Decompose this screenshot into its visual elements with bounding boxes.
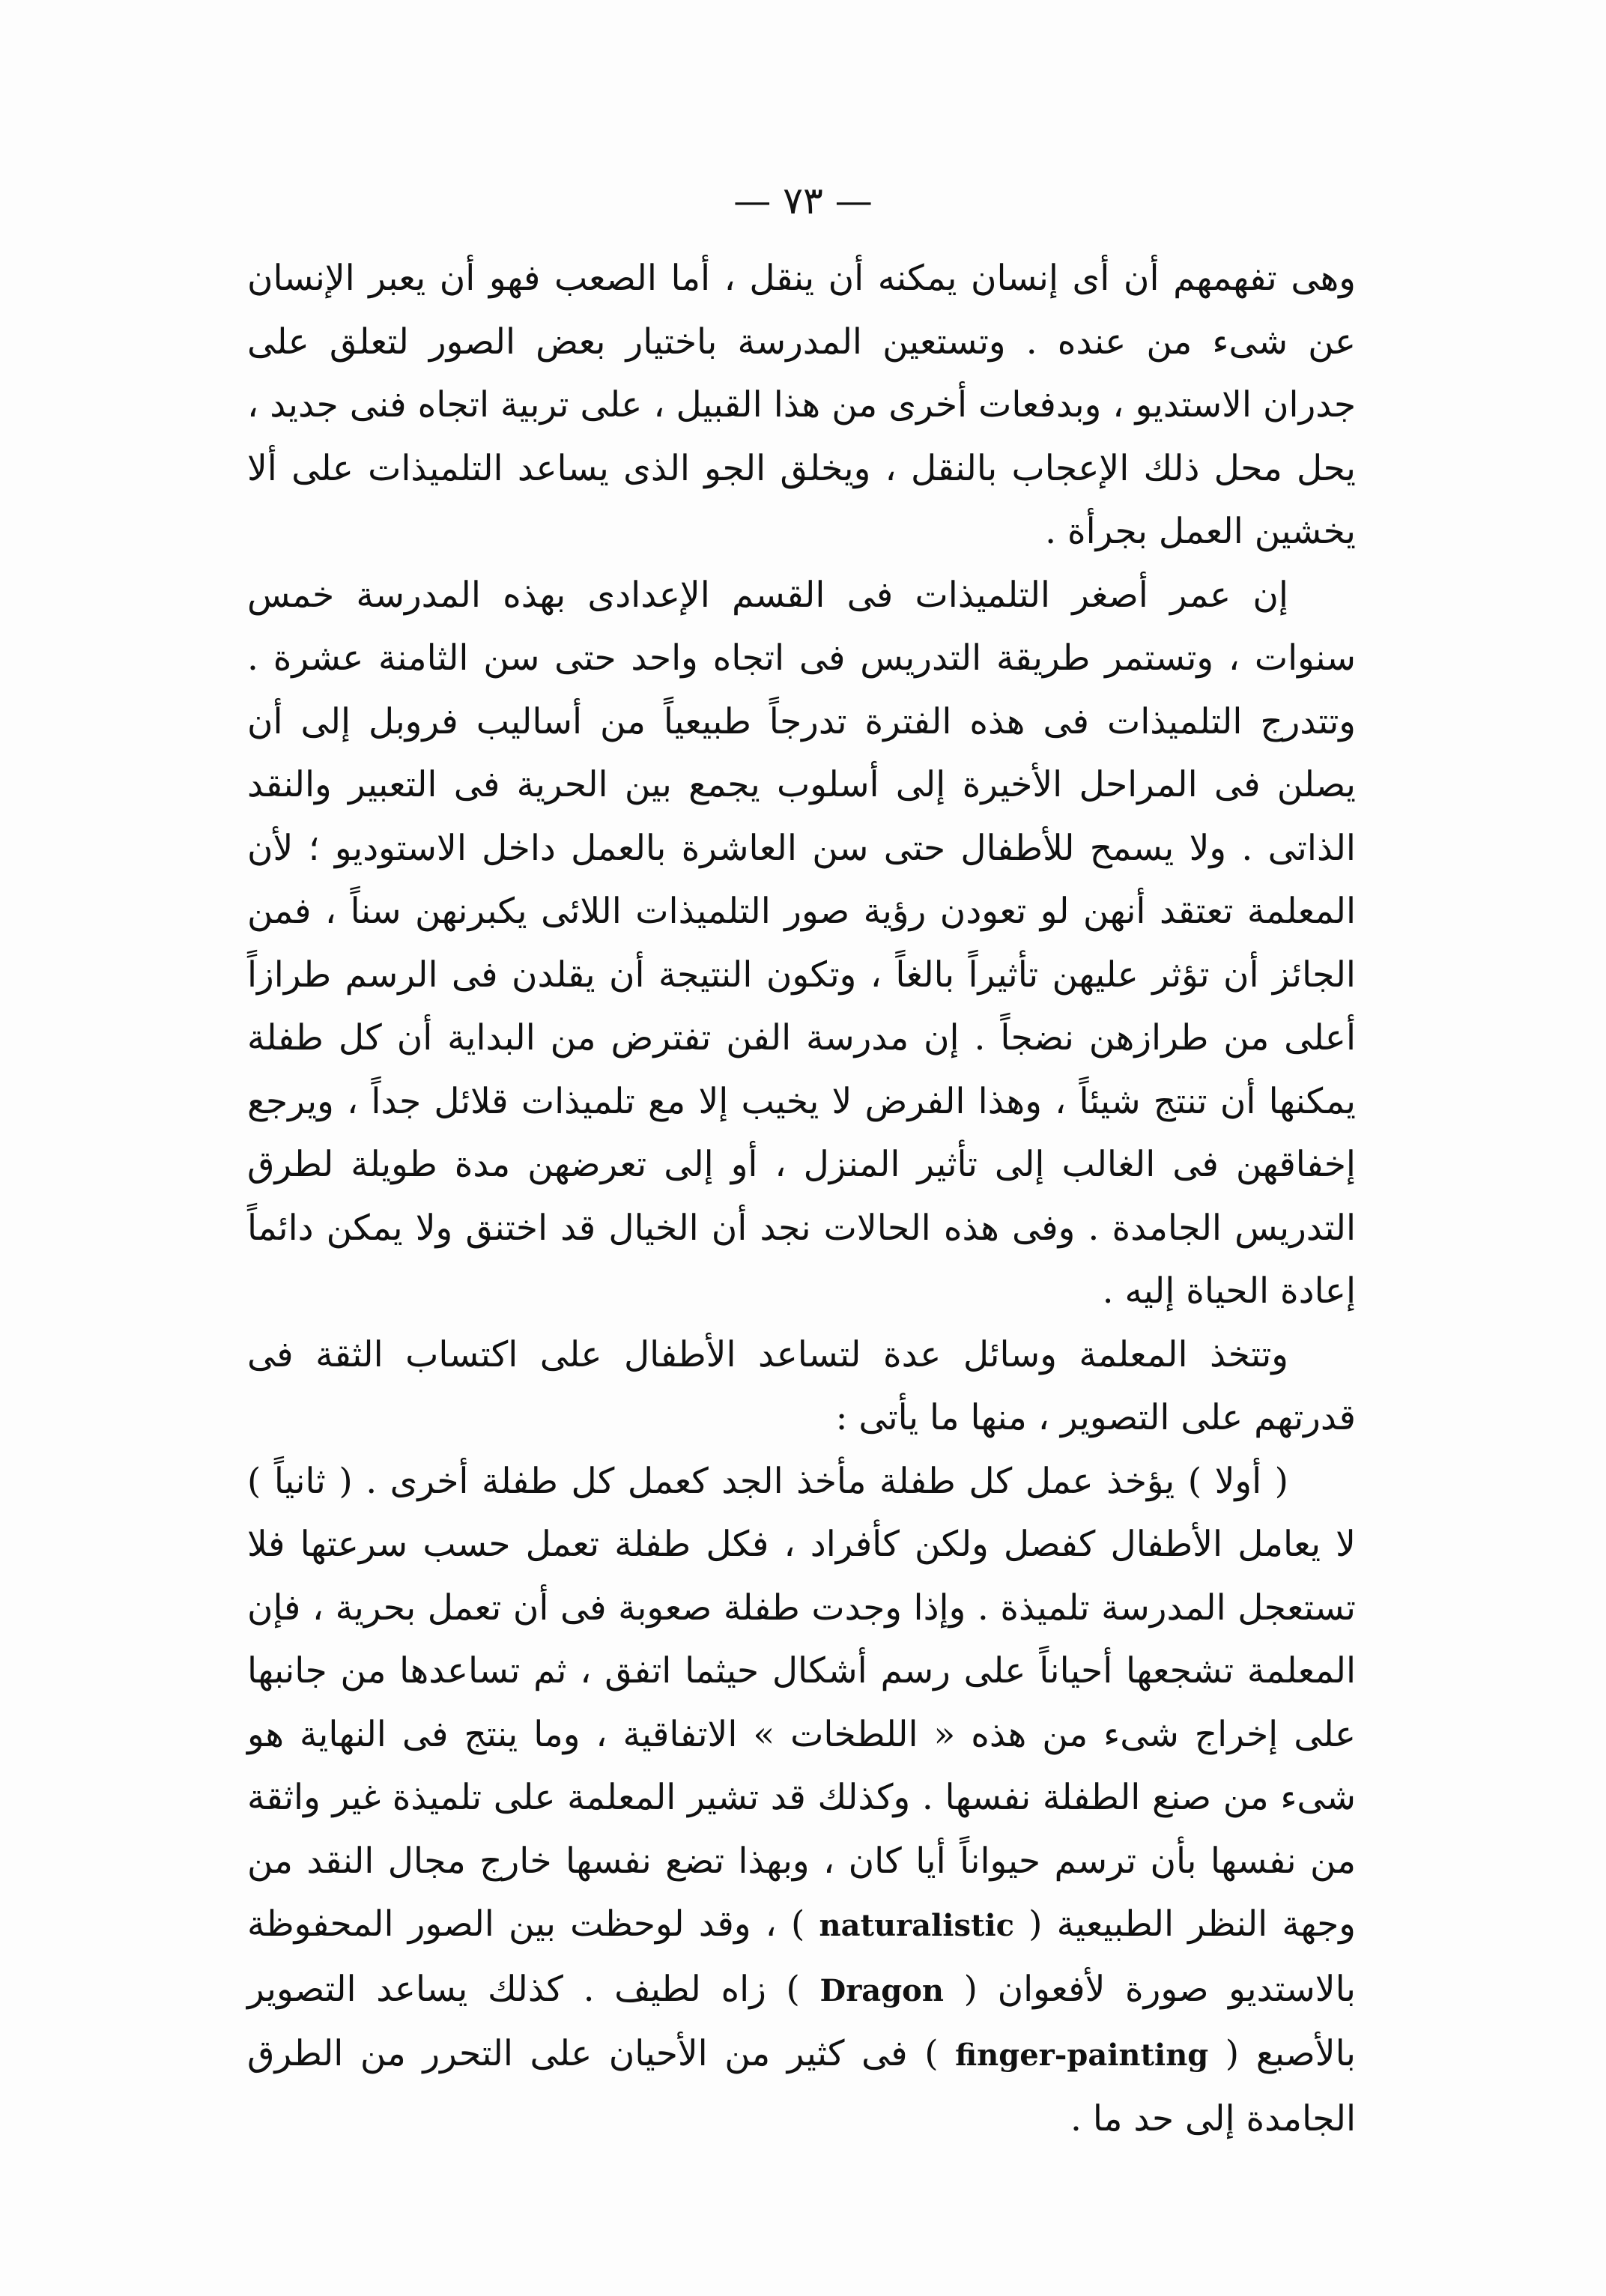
latin-term: finger-painting bbox=[955, 2038, 1209, 2073]
paragraph-text: ( أولا ) يؤخذ عمل كل طفلة مأخذ الجد كعمل كل طفلة أخرى . ( ثانياً ) لا يعامل الأطفال كفصل ولكن كأفراد ، فكل طفلة تعمل حسب سرعتها فلا تستعجل المدرسة تلميذة . وإذا وجدت طفلة صعوبة فى أن تعمل بحرية ، فإن المعلمة تشجعها أحياناً على رسم أشكال حيثما اتفق ، ثم تساعدها من جانبها على إخراج شىء من هذه « اللطخات » الاتفاقية ، وما ينتج فى النهاية هو شىء من صنع الطفلة نفسها . وكذلك قد تشير المعلمة على تلميذة غير واثقة من نفسها بأن ترسم حيواناً أيا كان ، وبهذا تضع نفسها خارج مجال النقد من وجهة النظر الطبيعية ( bbox=[247, 1460, 1356, 1945]
paragraph-text: ) فى كثير من الأحيان على التحرر من الطرق الجامدة إلى حد ما . bbox=[247, 2033, 1356, 2139]
paragraph bbox=[247, 1450, 1356, 2151]
body-text bbox=[247, 247, 1356, 2151]
latin-term: Dragon bbox=[819, 1972, 944, 2008]
paragraph-text: إن عمر أصغر التلميذات فى القسم الإعدادى بهذه المدرسة خمس سنوات ، وتستمر طريقة التدريس فى اتجاه واحد حتى سن الثامنة عشرة . وتتدرج التلميذات فى هذه الفترة تدرجاً طبيعياً من أساليب فروبل إلى أن يصلن فى المراحل الأخيرة إلى أسلوب يجمع بين الحرية فى التعبير والنقد الذاتى . ولا يسمح للأطفال حتى سن العاشرة بالعمل داخل الاستوديو ؛ لأن المعلمة تعتقد أنهن لو تعودن رؤية صور التلميذات اللائى يكبرنهن سناً ، فمن الجائز أن تؤثر عليهن تأثيراً بالغاً ، وتكون النتيجة أن يقلدن فى الرسم طرازاً أعلى من طرازهن نضجاً . إن مدرسة الفن تفترض من البداية أن كل طفلة يمكنها أن تنتج شيئاً ، وهذا الفرض لا يخيب إلا مع تلميذات قلائل جداً ، ويرجع إخفاقهن فى الغالب إلى تأثير المنزل ، أو إلى تعرضهن مدة طويلة لطرق التدريس الجامدة . وفى هذه الحالات نجد أن الخيال قد اختنق ولا يمكن دائماً إعادة الحياة إليه . bbox=[247, 574, 1356, 1312]
latin-term: naturalistic bbox=[819, 1908, 1014, 1943]
paragraph bbox=[247, 1324, 1356, 1450]
paragraph bbox=[247, 247, 1356, 564]
paragraph-text: وتتخذ المعلمة وسائل عدة لتساعد الأطفال على اكتساب الثقة فى قدرتهم على التصوير ، منها ما يأتى : bbox=[247, 1333, 1356, 1438]
page-number: — ٧٣ — bbox=[733, 179, 873, 222]
paragraph-text: وهى تفهمهم أن أى إنسان يمكنه أن ينقل ، أما الصعب فهو أن يعبر الإنسان عن شىء من عنده . وتستعين المدرسة باختيار بعض الصور لتعلق على جدران الاستديو ، وبدفعات أخرى من هذا القبيل ، على تربية اتجاه فنى جديد ، يحل محل ذلك الإعجاب بالنقل ، ويخلق الجو الذى يساعد التلميذات على ألا يخشين العمل بجرأة . bbox=[247, 258, 1356, 552]
paragraph bbox=[247, 564, 1356, 1324]
paragraph-text: ) ، وقد لوحظت بين الصور المحفوظة بالاستديو صورة لأفعوان ( bbox=[247, 1903, 1356, 2010]
paragraph-text: ) زاه لطيف . كذلك يساعد التصوير بالأصبع ( bbox=[247, 1968, 1356, 2074]
